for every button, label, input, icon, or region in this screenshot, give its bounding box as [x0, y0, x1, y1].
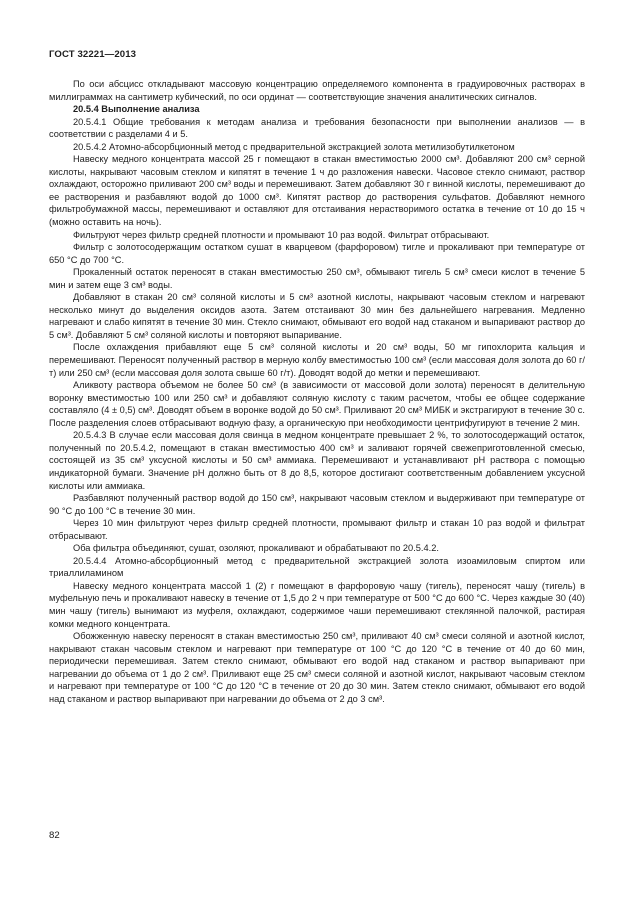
paragraph: 20.5.4.4 Атомно-абсорбционный метод с предварительной экстракцией золота изоамиловым спиртом или триаллиламином — [49, 555, 585, 579]
paragraph: 20.5.4.3 В случае если массовая доля свинца в медном концентрате превышает 2 %, то золотосодержащий остаток, полученный по 20.5.4.2, помещают в стакан вместимостью 400 см³ и заливают горячей свежеприготовленной смесью, состоящей из 35 см³ уксусной кислоты и 50 см³ аммиака. Перемешивают и устанавливают рН раствора с помощью индикаторной бумаги. Значение рН должно быть от 8 до 8,5, которое достигают соответственным добавлением уксусной кислоты или аммиака. — [49, 430, 585, 491]
paragraph: Обожженную навеску переносят в стакан вместимостью 250 см³, приливают 40 см³ смеси соляной и азотной кислот, накрывают стакан часовым стеклом и нагревают при температуре от 100 °С до 120 °С в течение от 40 до 60 мин, периодически перемешивая. Затем стекло снимают, обмывают его водой над стаканом и раствор выпаривают при нагревании до объема от 1 до 2 см³. Приливают еще 25 см³ смеси соляной и азотной кислот, накрывают часовым стеклом и нагревают при температуре от 100 °С до 120 °С в течение от 20 до 30 мин. Затем стекло снимают, обмывают его водой над стаканом и раствор выпаривают при нагревании до объема от 2 до 3 см³. — [49, 631, 585, 704]
paragraph: Добавляют в стакан 20 см³ соляной кислоты и 5 см³ азотной кислоты, накрывают часовым стеклом и нагревают несколько минут до выделения оксидов азота. Затем отстаивают 30 мин без дальнейшего нагревания. Медленно нагревают и слабо кипятят в течение 30 мин. Стекло снимают, обмывают его водой над стаканом и выпаривают раствор до 5 см³. Добавляют 5 см³ соляной кислоты и повторяют выпаривание. — [49, 292, 585, 340]
paragraph: Через 10 мин фильтруют через фильтр средней плотности, промывают фильтр и стакан 10 раз водой и фильтрат отбрасывают. — [49, 518, 585, 541]
paragraph: Фильтруют через фильтр средней плотности и промывают 10 раз водой. Фильтрат отбрасывают. — [73, 229, 490, 240]
page-number: 82 — [49, 830, 60, 841]
paragraph: Навеску медного концентрата массой 1 (2) г помещают в фарфоровую чашу (тигель), переносят чашу (тигель) в муфельную печь и прокаливают навеску в течение от 1,5 до 2 ч при температуре от 500 °С до 600 °С. Через каждые 30 (40) мин чашу (тигель) вынимают из муфеля, охлаждают, содержимое чаши перемешивают стеклянной палочкой, растирая комки медного концентрата. — [49, 580, 585, 629]
paragraph: Фильтр с золотосодержащим остатком сушат в кварцевом (фарфоровом) тигле и прокаливают при температуре от 650 °С до 700 °С. — [49, 242, 585, 265]
paragraph: Аликвоту раствора объемом не более 50 см³ (в зависимости от массовой доли золота) переносят в делительную воронку вместимостью 100 или 250 см³ и добавляют соляную кислоту с таким расчетом, чтобы ее общее содержание составляло (4 ± 0,5) см³. Доводят объем в воронке водой до 50 см³. Приливают 20 см³ МИБК и экстрагируют в течение 30 с. После разделения слоев отбрасывают водную фазу, а органическую при необходимости центрифугируют в течение 2 мин. — [49, 380, 585, 428]
paragraph: 20.5.4.1 Общие требования к методам анализа и требования безопасности при выполнении анализов — в соответствии с разделами 4 и 5. — [49, 116, 585, 140]
paragraph: Прокаленный остаток переносят в стакан вместимостью 250 см³, обмывают тигель 5 см³ смеси кислот в течение 5 мин и затем еще 3 см³ воды. — [49, 267, 585, 290]
paragraph: Разбавляют полученный раствор водой до 150 см³, накрывают часовым стеклом и выдерживают при температуре от 90 °С до 100 °С в течение 30 мин. — [49, 493, 585, 516]
section-heading: 20.5.4 Выполнение анализа — [73, 104, 200, 115]
paragraph: Оба фильтра объединяют, сушат, озоляют, прокаливают и обрабатывают по 20.5.4.2. — [73, 543, 439, 554]
document-body — [49, 78, 585, 705]
paragraph: 20.5.4.2 Атомно-абсорбционный метод с предварительной экстракцией золота метилизобутилкетоном — [73, 141, 515, 152]
paragraph: Навеску медного концентрата массой 25 г помещают в стакан вместимостью 2000 см³. Добавляют 200 см³ серной кислоты, накрывают часовым стеклом и кипятят в течение 1 ч до разложения навески. Часовое стекло снимают, раствор охлаждают, осторожно приливают 200 см³ воды и перемешивают. Затем добавляют 30 г винной кислоты, перемешивают до ее растворения и разбавляют водой до 1000 см³. Кипятят раствор до растворения сульфатов. Добавляют немного фильтробумажной массы, перемешивают и оставляют для отстаивания нерастворимого остатка в течение от 10 до 15 ч (можно оставить на ночь). — [49, 154, 585, 228]
document-header: ГОСТ 32221—2013 — [49, 49, 137, 60]
paragraph: После охлаждения прибавляют еще 5 см³ соляной кислоты и 20 см³ воды, 50 мг гипохлорита кальция и перемешивают. Переносят полученный раствор в мерную колбу вместимостью 100 см³ (если массовая доля золота до 60 г/т) или 250 см³ (если массовая доля золота свыше 60 г/т). Доводят водой до метки и перемешивают. — [49, 342, 585, 378]
paragraph: По оси абсцисс откладывают массовую концентрацию определяемого компонента в градуировочных растворах в миллиграммах на сантиметр кубический, по оси ординат — соответствующие значения аналитических сигналов. — [49, 79, 585, 102]
